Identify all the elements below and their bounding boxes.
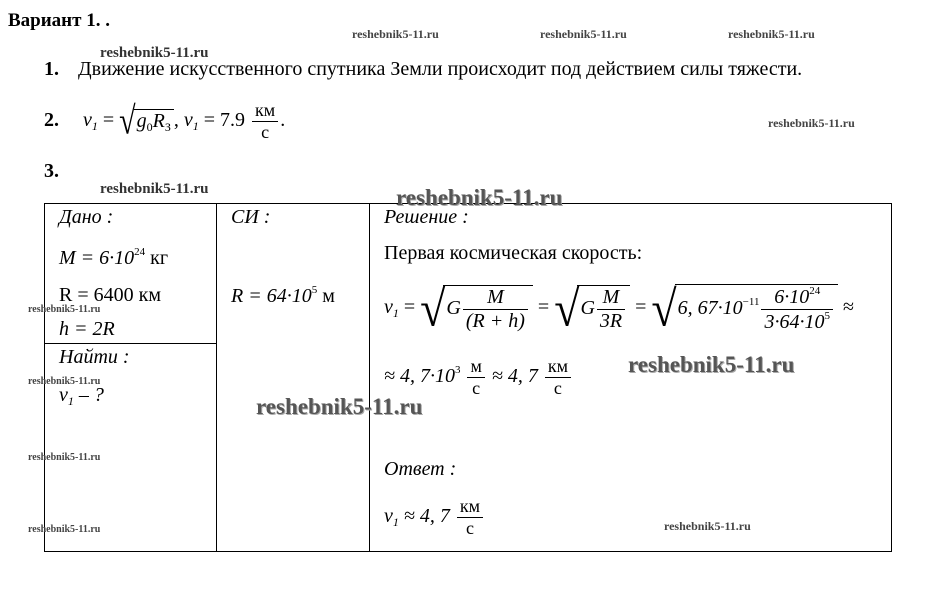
watermark: reshebnik5-11.ru [28,304,101,315]
result-unit-1-den: с [467,377,484,399]
formula-eq-3: = [635,296,647,319]
sqrt-icon-3: √ [651,280,677,337]
unit-numerator: км [255,100,276,120]
formula-frac-1-num: M [487,285,504,308]
v1-symbol: v [83,109,92,132]
formula-g-value: 6, 67·10 [677,296,743,319]
watermark: reshebnik5-11.ru [728,27,815,41]
sqrt-icon-1: √ [420,280,446,337]
formula-g-2: G [580,296,595,319]
page-title: Вариант 1. . [8,10,110,31]
result-exp: 3 [454,364,461,377]
result-unit-2 [545,356,571,399]
result-unit-1 [467,356,484,399]
item-3-number: 3. [44,160,59,182]
given-mass-exp: 24 [134,246,146,258]
answer-unit [457,496,483,539]
formula-v: v [384,296,393,319]
answer-unit-den: с [457,517,483,539]
formula-fraction-1 [463,286,528,333]
watermark: reshebnik5-11.ru [100,45,209,61]
si-label: СИ : [231,206,271,228]
formula-frac-3-den-exp: 5 [824,309,830,322]
find-variable [59,384,104,409]
v1-subscript: 1 [91,119,98,134]
formula-fraction-2 [597,286,625,333]
v1-symbol-2: v [183,109,193,132]
watermark: reshebnik5-11.ru [28,376,101,387]
result-value-2: ≈ 4, 7 [491,365,538,388]
sqrt-icon: √ [119,99,136,143]
formula-fraction-3 [761,285,833,334]
answer-v-sub: 1 [392,515,399,530]
unit-denominator: с [252,121,278,143]
formula-v-sub: 1 [392,306,399,321]
watermark: reshebnik5-11.ru [628,352,795,377]
si-radius [231,284,335,308]
given-cell [45,204,217,344]
given-radius: R = 6400 км [59,284,161,306]
result-unit-2-num: км [547,356,568,376]
find-cell [45,344,217,552]
comma: , [173,109,179,132]
formula-frac-3-num-exp: 24 [809,284,821,297]
formula-g-exp: −11 [742,295,760,308]
sqrt-body-3 [675,284,838,334]
item-2-number: 2. [44,109,59,132]
g-symbol: g [136,109,147,132]
watermark: reshebnik5-11.ru [396,185,563,210]
given-mass [59,246,168,270]
item-2-value: = 7.9 [203,109,246,132]
given-mass-value: M = 6·10 [59,247,135,269]
si-radius-exp: 5 [311,284,318,296]
formula-frac-3-num: 6·10 [774,285,810,308]
formula-frac-1-den: (R + h) [463,309,528,333]
unit-fraction [252,100,278,143]
si-radius-unit: м [322,285,335,307]
formula-eq-2: = [537,296,550,319]
formula-approx: ≈ [842,296,854,319]
result-line [384,356,573,399]
sqrt-icon-2: √ [554,280,580,337]
watermark: reshebnik5-11.ru [352,27,439,41]
item-2 [44,100,285,143]
result-value-1: ≈ 4, 7·10 [384,365,455,388]
sqrt-body [134,109,174,135]
g-subscript: 0 [146,119,153,134]
item-1-text: Движение искусственного спутника Земли происходит под действием силы тяжести. [78,58,803,80]
sqrt-body-2 [577,285,630,333]
answer-label: Ответ : [384,458,457,480]
solution-label: Решение : [384,206,469,228]
watermark: reshebnik5-11.ru [100,181,209,197]
answer-line [384,496,485,539]
given-label: Дано : [59,206,114,228]
formula-frac-2-den: 3R [597,309,625,333]
formula-frac-3-den: 3·64·10 [764,310,825,333]
item-3 [44,160,78,183]
watermark: reshebnik5-11.ru [28,524,101,535]
sqrt-body-1 [443,285,533,333]
speed-formula [384,282,854,335]
answer-value: ≈ 4, 7 [403,505,450,528]
given-height: h = 2R [59,318,115,340]
first-cosmic-speed-text: Первая космическая скорость: [384,242,643,264]
r-subscript: З [164,119,171,134]
watermark: reshebnik5-11.ru [540,27,627,41]
answer-v: v [384,505,393,528]
period: . [280,109,286,132]
find-question: – ? [78,384,104,406]
watermark: reshebnik5-11.ru [664,519,751,533]
equals-sign: = [102,109,115,132]
find-label: Найти : [59,346,130,368]
v1-subscript-2: 1 [192,119,199,134]
formula-frac-2-num: M [602,285,620,308]
si-radius-value: R = 64·10 [231,285,312,307]
formula-eq-1: = [403,296,416,319]
watermark: reshebnik5-11.ru [256,394,423,419]
given-mass-unit: кг [150,247,169,269]
find-v: v [59,384,68,406]
r-symbol: R [152,109,165,132]
formula-g: G [446,296,461,319]
find-v-sub: 1 [67,394,74,408]
watermark: reshebnik5-11.ru [768,116,855,130]
result-unit-1-num: м [470,356,482,376]
item-1-number: 1. [44,58,59,80]
answer-unit-num: км [459,496,481,516]
si-cell [217,204,370,552]
watermark: reshebnik5-11.ru [28,452,101,463]
result-unit-2-den: с [545,377,571,399]
